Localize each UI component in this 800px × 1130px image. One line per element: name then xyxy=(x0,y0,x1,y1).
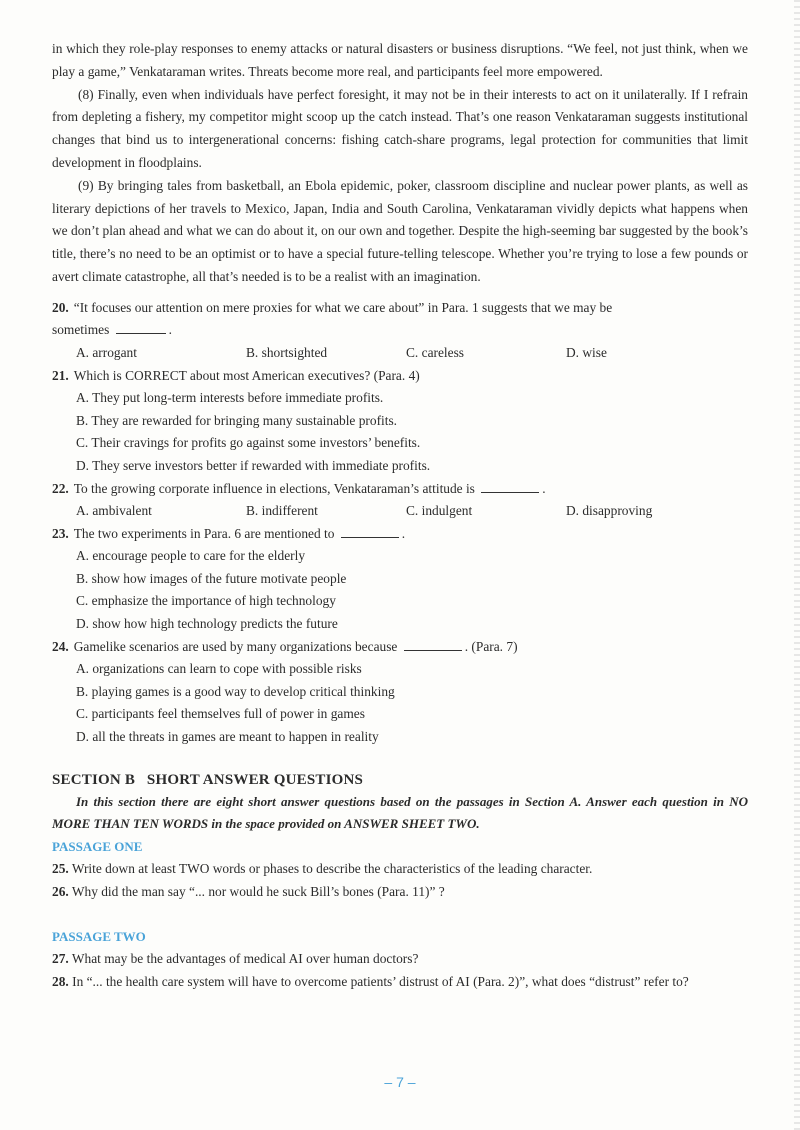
question-28 xyxy=(52,971,748,994)
option-d: D. They serve investors better if rewarded with immediate profits. xyxy=(76,457,431,473)
option-a: A. They put long-term interests before immediate profits. xyxy=(76,390,384,406)
question-stem-end: . xyxy=(168,322,172,338)
question-21 xyxy=(52,365,748,478)
question-27 xyxy=(52,948,748,971)
question-number: 24. xyxy=(52,638,69,654)
question-text: In “... the health care system will have to overcome patients’ distrust of AI (Para. 2)”, what does “distrust” refer to? xyxy=(72,973,689,989)
option-d: D. disapproving xyxy=(566,503,653,519)
question-number: 28. xyxy=(52,973,69,989)
option-d: D. all the threats in games are meant to happen in reality xyxy=(76,729,379,745)
option-c: C. Their cravings for profits go against some investors’ benefits. xyxy=(76,435,421,451)
passage-one-label: PASSAGE ONE xyxy=(52,838,143,854)
paragraph-9: (9) By bringing tales from basketball, an Ebola epidemic, poker, classroom discipline and nuclear power plants, as well as literary depictions of her travels to Mexico, Japan, India and South Carolina, Venkataraman vividly depicts what happens when we don’t plan ahead and what we can do about it, on our own and together. Despite the high-seeming bar suggested by the book’s title, there’s no need to be an optimist or to have a special future-telling telescope. Whether you’re trying to lose a few pounds or avert climate catastrophe, all that’s needed is to be a realist with an imagination. xyxy=(52,177,748,284)
question-text: Write down at least TWO words or phases to describe the characteristics of the leading character. xyxy=(71,861,593,877)
question-stem: To the growing corporate influence in elections, Venkataraman’s attitude is xyxy=(73,480,475,496)
section-b-title: SECTION B SHORT ANSWER QUESTIONS xyxy=(52,771,364,788)
question-stem: The two experiments in Para. 6 are mentioned to xyxy=(73,525,335,541)
paragraph-7-continued: in which they role-play responses to enemy attacks or natural disasters or business disruptions. “We feel, not just think, when we play a game,” Venkataraman writes. Threats become more real, and participants feel more empowered. xyxy=(52,41,748,79)
options-row xyxy=(52,500,748,523)
question-number: 27. xyxy=(52,951,69,967)
question-stem-end: . (Para. 7) xyxy=(464,638,518,654)
question-stem-continued: sometimes xyxy=(52,322,110,338)
question-stem-end: . xyxy=(401,525,406,541)
answer-blank xyxy=(481,480,539,493)
question-25 xyxy=(52,858,748,881)
question-text: Why did the man say “... nor would he suck Bill’s bones (Para. 11)” ? xyxy=(71,884,445,900)
question-24 xyxy=(52,636,748,749)
option-a: A. ambivalent xyxy=(76,503,152,519)
option-a: A. encourage people to care for the elderly xyxy=(76,548,306,564)
question-stem-end: . xyxy=(542,480,546,496)
section-b-instructions: In this section there are eight short answer questions based on the passages in Section A. Answer each question in NO MORE THAN TEN WORDS in the space provided on ANSWER SHEET TWO. xyxy=(52,793,748,832)
option-b: B. shortsighted xyxy=(246,344,328,360)
question-23 xyxy=(52,523,748,636)
question-stem: Which is CORRECT about most American executives? (Para. 4) xyxy=(73,367,420,383)
option-b: B. show how images of the future motivate people xyxy=(76,570,347,586)
option-c: C. careless xyxy=(406,344,465,360)
passage-two-label: PASSAGE TWO xyxy=(52,928,146,944)
option-c: C. participants feel themselves full of power in games xyxy=(76,706,365,722)
page-number: – 7 – xyxy=(384,1074,416,1090)
question-number: 20. xyxy=(52,299,69,315)
question-number: 23. xyxy=(52,525,69,541)
options-row xyxy=(52,342,748,365)
question-stem: Gamelike scenarios are used by many organizations because xyxy=(73,638,398,654)
option-c: C. emphasize the importance of high technology xyxy=(76,593,336,609)
question-number: 21. xyxy=(52,367,69,383)
question-text: What may be the advantages of medical AI over human doctors? xyxy=(71,951,419,967)
option-d: D. wise xyxy=(566,344,607,360)
question-26 xyxy=(52,881,748,904)
answer-blank xyxy=(404,638,462,651)
answer-blank xyxy=(116,321,166,334)
question-stem: “It focuses our attention on mere proxies for what we care about” in Para. 1 suggests that we may be xyxy=(73,299,613,315)
question-22 xyxy=(52,478,748,523)
question-number: 26. xyxy=(52,884,69,900)
question-20 xyxy=(52,297,748,365)
answer-blank xyxy=(341,525,399,538)
option-a: A. organizations can learn to cope with possible risks xyxy=(76,661,362,677)
option-c: C. indulgent xyxy=(406,503,473,519)
page-content xyxy=(52,38,748,993)
option-b: B. indifferent xyxy=(246,503,318,519)
scan-edge xyxy=(794,0,800,1130)
option-b: B. They are rewarded for bringing many sustainable profits. xyxy=(76,412,398,428)
option-a: A. arrogant xyxy=(76,344,137,360)
paragraph-8: (8) Finally, even when individuals have perfect foresight, it may not be in their interests to act on it unilaterally. If I refrain from depleting a fishery, my competitor might scoop up the catch instead. That’s one reason Venkataraman suggests institutional changes that bind us to intergenerational concerns: fishing catch-share programs, legal protection for communities that limit development in floodplains. xyxy=(52,86,748,170)
option-b: B. playing games is a good way to develop critical thinking xyxy=(76,683,395,699)
question-number: 22. xyxy=(52,480,69,496)
question-number: 25. xyxy=(52,861,69,877)
option-d: D. show how high technology predicts the future xyxy=(76,616,338,632)
